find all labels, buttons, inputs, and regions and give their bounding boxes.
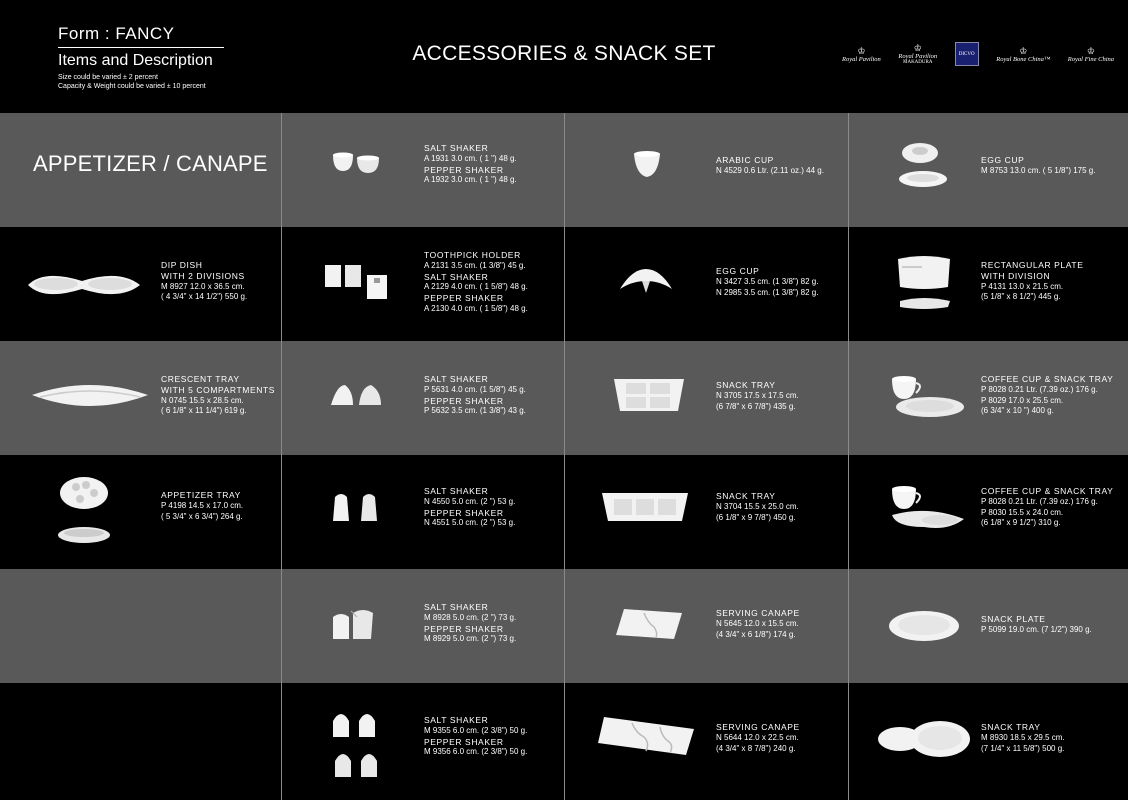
snack-plate-image: [888, 609, 960, 643]
page-header: [0, 0, 1128, 113]
dip-dish-image: [24, 271, 144, 299]
product-description: SALT SHAKER M 9355 6.0 cm. (2 3/8") 50 g. PEPPER SHAKER M 9356 6.0 cm. (2 3/8") 50 g.: [424, 715, 528, 757]
product-cell: [564, 113, 848, 227]
column-divider: [281, 113, 282, 800]
egg-cup-image: [618, 267, 674, 293]
page-title: ACCESSORIES & SNACK SET: [412, 42, 716, 65]
product-description: ARABIC CUP N 4529 0.6 Ltr. (2.11 oz.) 44 g.: [716, 155, 824, 175]
coffee-cup-snack-tray-image: [884, 375, 966, 419]
items-description-label: Items and Description: [58, 52, 213, 69]
crescent-tray-image: [30, 381, 150, 415]
product-description: SNACK PLATE P 5099 19.0 cm. (7 1/2") 390 g.: [981, 614, 1092, 634]
product-description: COFFEE CUP & SNACK TRAY P 8028 0.21 Ltr. (7.39 oz.) 176 g. P 8030 15.5 x 24.0 cm. (6 1/8" x 9 1/2") 310 g.: [981, 486, 1114, 528]
product-cell: [848, 683, 1128, 797]
egg-cup-image: [898, 141, 948, 189]
form-label: Form : FANCY: [58, 24, 175, 43]
snack-tray-image: [876, 719, 972, 759]
product-description: SALT SHAKER N 4550 5.0 cm. (2 ") 53 g. PEPPER SHAKER N 4551 5.0 cm. (2 ") 53 g.: [424, 486, 516, 528]
product-description: RECTANGULAR PLATE WITH DIVISION P 4131 13.0 x 21.5 cm. (5 1/8" x 8 1/2") 445 g.: [981, 260, 1084, 302]
capacity-note: Capacity & Weight could be varied ± 10 percent: [58, 83, 206, 90]
serving-canape-image: [596, 713, 696, 757]
brand-logo-royal-pavilion-makadura: ♔ Royal Pavilion MAKADURA: [898, 43, 938, 65]
product-cell: [564, 341, 848, 455]
salt-pepper-shaker-image: [331, 607, 375, 643]
crown-icon: ♔: [1086, 45, 1095, 56]
product-description: SERVING CANAPE N 5644 12.0 x 22.5 cm. (4 3/4" x 8 7/8") 240 g.: [716, 722, 800, 753]
product-cell: [564, 569, 848, 683]
product-cell: [564, 455, 848, 569]
product-description: SERVING CANAPE N 5645 12.0 x 15.5 cm. (4 3/4" x 6 1/8") 174 g.: [716, 608, 800, 639]
brand-logo-royal-fine-china: ♔ Royal Fine China: [1067, 45, 1114, 63]
snack-tray-image: [600, 491, 690, 523]
product-description: EGG CUP N 3427 3.5 cm. (1 3/8") 82 g. N 2985 3.5 cm. (1 3/8") 82 g.: [716, 266, 819, 297]
salt-pepper-shaker-image: [331, 151, 381, 175]
product-description: EGG CUP M 8753 13.0 cm. ( 5 1/8") 175 g.: [981, 155, 1096, 175]
product-cell: [848, 569, 1128, 683]
product-description: SALT SHAKER P 5631 4.0 cm. (1 5/8") 45 g. PEPPER SHAKER P 5632 3.5 cm. (1 3/8") 43 g.: [424, 374, 526, 416]
appetizer-tray-image: [56, 473, 112, 551]
product-cell: [564, 227, 848, 341]
product-description: TOOTHPICK HOLDER A 2131 3.5 cm. (1 3/8") 45 g. SALT SHAKER A 2129 4.0 cm. ( 1 5/8") 48 g. PEPPER SHAKER A 2130 4.0 cm. ( 1 5/8") 48 g.: [424, 250, 528, 313]
product-cell: [281, 341, 564, 455]
product-cell: [564, 683, 848, 797]
product-description: SALT SHAKER A 1931 3.0 cm. ( 1 ") 48 g. PEPPER SHAKER A 1932 3.0 cm. ( 1 ") 48 g.: [424, 143, 517, 185]
coffee-cup-snack-tray-image: [888, 485, 968, 533]
salt-pepper-shaker-image: [329, 707, 383, 781]
product-description: SNACK TRAY M 8930 18.5 x 29.5 cm. (7 1/4" x 11 5/8") 500 g.: [981, 722, 1065, 753]
product-description: APPETIZER TRAY P 4198 14.5 x 17.0 cm. ( 5 3/4" x 6 3/4") 264 g.: [161, 490, 244, 521]
product-cell: [0, 227, 281, 341]
product-description: SALT SHAKER M 8928 5.0 cm. (2 ") 73 g. PEPPER SHAKER M 8929 5.0 cm. (2 ") 73 g.: [424, 602, 517, 644]
brand-logo-royal-pavilion: ♔ Royal Pavilion: [842, 45, 881, 63]
empty-cell: [0, 683, 281, 797]
brand-logos: [842, 40, 1114, 68]
product-cell: [848, 341, 1128, 455]
product-cell: [281, 227, 564, 341]
product-description: CRESCENT TRAY WITH 5 COMPARTMENTS N 0745 15.5 x 28.5 cm. ( 6 1/8" x 11 1/4") 619 g.: [161, 374, 276, 416]
product-cell: [281, 683, 564, 797]
product-cell: [281, 113, 564, 227]
salt-pepper-shaker-image: [329, 491, 383, 523]
snack-tray-image: [612, 377, 686, 413]
column-divider: [564, 113, 565, 800]
product-description: SNACK TRAY N 3705 17.5 x 17.5 cm. (6 7/8" x 6 7/8") 435 g.: [716, 380, 799, 411]
brand-logo-royal-bone-china: ♔ Royal Bone China™: [996, 45, 1051, 63]
product-description: COFFEE CUP & SNACK TRAY P 8028 0.21 Ltr. (7.39 oz.) 176 g. P 8029 17.0 x 25.5 cm. (6 3/4" x 10 ") 400 g.: [981, 374, 1114, 416]
toothpick-salt-pepper-image: [325, 263, 391, 303]
column-divider: [848, 113, 849, 800]
crown-icon: ♔: [857, 45, 866, 56]
variation-notes: [58, 73, 206, 91]
product-cell: [281, 569, 564, 683]
product-cell: [0, 341, 281, 455]
rectangular-plate-image: [894, 253, 954, 311]
product-cell: [848, 455, 1128, 569]
section-title: APPETIZER / CANAPE: [33, 151, 268, 176]
section-cell: [0, 113, 281, 227]
product-description: SNACK TRAY N 3704 15.5 x 25.0 cm. (6 1/8" x 9 7/8") 450 g.: [716, 491, 799, 522]
product-cell: [848, 113, 1128, 227]
product-cell: [0, 455, 281, 569]
crown-icon: ♔: [913, 43, 922, 53]
size-note: Size could be varied ± 2 percent: [58, 74, 158, 81]
crown-icon: ♔: [1019, 45, 1028, 56]
product-cell: [848, 227, 1128, 341]
arabic-cup-image: [632, 151, 662, 179]
serving-canape-image: [614, 607, 684, 641]
empty-cell: [0, 569, 281, 683]
product-cell: [281, 455, 564, 569]
product-description: DIP DISH WITH 2 DIVISIONS M 8927 12.0 x 36.5 cm. ( 4 3/4" x 14 1/2") 550 g.: [161, 260, 248, 302]
brand-logo-dicvo: DICVO: [955, 42, 979, 66]
salt-pepper-shaker-image: [329, 383, 383, 407]
